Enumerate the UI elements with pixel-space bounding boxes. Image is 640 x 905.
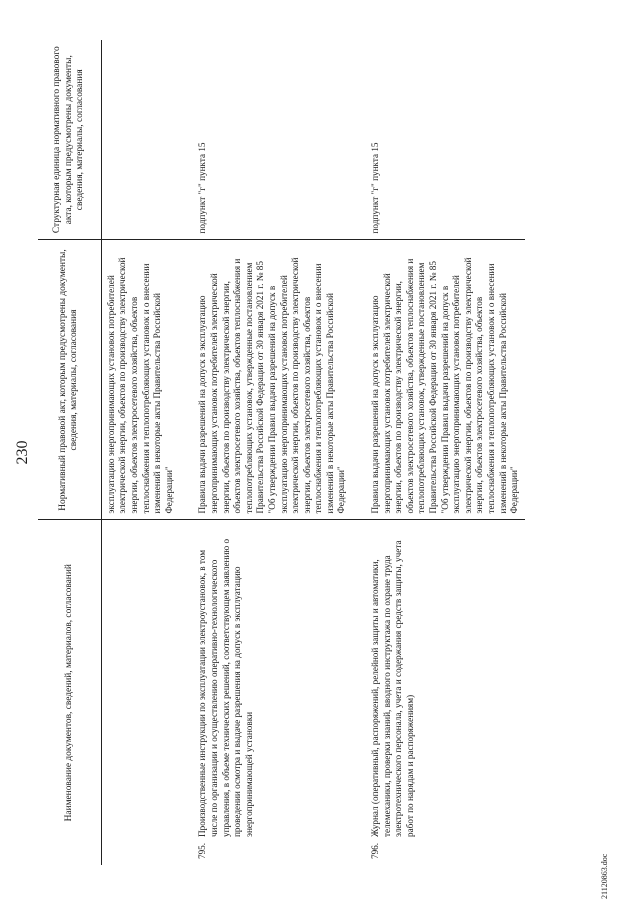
row-number: 796.: [370, 842, 381, 859]
act-cell: эксплуатацию энергопринимающих установок потребителей электрической энергии, объектов по производству электрической энергии, объектов электросетевого хозяйства, объектов теплоснабжения и теплопотребляющих установок и о внесении изменений в некоторые акты Правительства Российской Федерации": [101, 240, 179, 520]
act-cell: Правила выдачи разрешений на допуск в эксплуатацию энергопринимающих установок потребителей электрической энергии, объектов по производству электрической энергии, объектов электросетевого хозяйства, объектов теплоснабжения и теплопотребляющих установок, утвержденные постановлением Правительства Российской Федерации от 30 января 2021 г. № 85 "Об утверждении Правил выдачи разрешений на допуск в эксплуатацию энергопринимающих установок потребителей электрической энергии, объектов по производству электрической энергии, объектов электросетевого хозяйства, объектов теплоснабжения и теплопотребляющих установок и о внесении изменений в некоторые акты Правительства Российской Федерации": [366, 240, 525, 520]
row-name: Журнал (оперативный, распоряжений, релейной защиты и автоматики, телемеханики, проверки знаний, вводного инструктажа по охране труда электротехнического персонала, учета и содержания средств защиты, учета работ по нарядам и распоряжениям): [370, 540, 415, 837]
name-cell: [193, 520, 352, 865]
header-unit: Структурная единица нормативного правового акта, которым предусмотрены документы, сведения, материалы, согласования: [38, 40, 101, 240]
unit-cell: [101, 40, 179, 240]
table-header-row: [38, 40, 101, 865]
documents-table: [38, 40, 525, 865]
row-number: 795.: [197, 842, 208, 859]
unit-cell: подпункт "г" пункта 15: [193, 40, 352, 240]
header-act: Нормативный правовой акт, которым предусмотрены документы, сведения, материалы, согласования: [38, 240, 101, 520]
name-cell: [101, 520, 179, 865]
row-name: Производственные инструкции по эксплуатации электроустановок, в том числе по организации и осуществлению оперативно-технологического управления, в объеме технических решений, соответствующем заявлению о проведении осмотра и выдаче разрешения на допуск в эксплуатацию энергопринимающей установки: [197, 538, 254, 837]
page-number: 230: [14, 440, 31, 465]
table-row: [193, 40, 352, 865]
table-row: [366, 40, 525, 865]
name-cell: [366, 520, 525, 865]
unit-cell: подпункт "г" пункта 15: [366, 40, 525, 240]
act-cell: Правила выдачи разрешений на допуск в эксплуатацию энергопринимающих установок потребителей электрической энергии, объектов по производству электрической энергии, объектов электросетевого хозяйства, объектов теплоснабжения и теплопотребляющих установок, утвержденные постановлением Правительства Российской Федерации от 30 января 2021 г. № 85 "Об утверждении Правил выдачи разрешений на допуск в эксплуатацию энергопринимающих установок потребителей электрической энергии, объектов по производству электрической энергии, объектов электросетевого хозяйства, объектов теплоснабжения и теплопотребляющих установок и о внесении изменений в некоторые акты Правительства Российской Федерации": [193, 240, 352, 520]
header-name: Наименование документов, сведений, материалов, согласований: [38, 520, 101, 865]
document-code: 21120863.doc: [600, 853, 609, 899]
table-row: [101, 40, 179, 865]
